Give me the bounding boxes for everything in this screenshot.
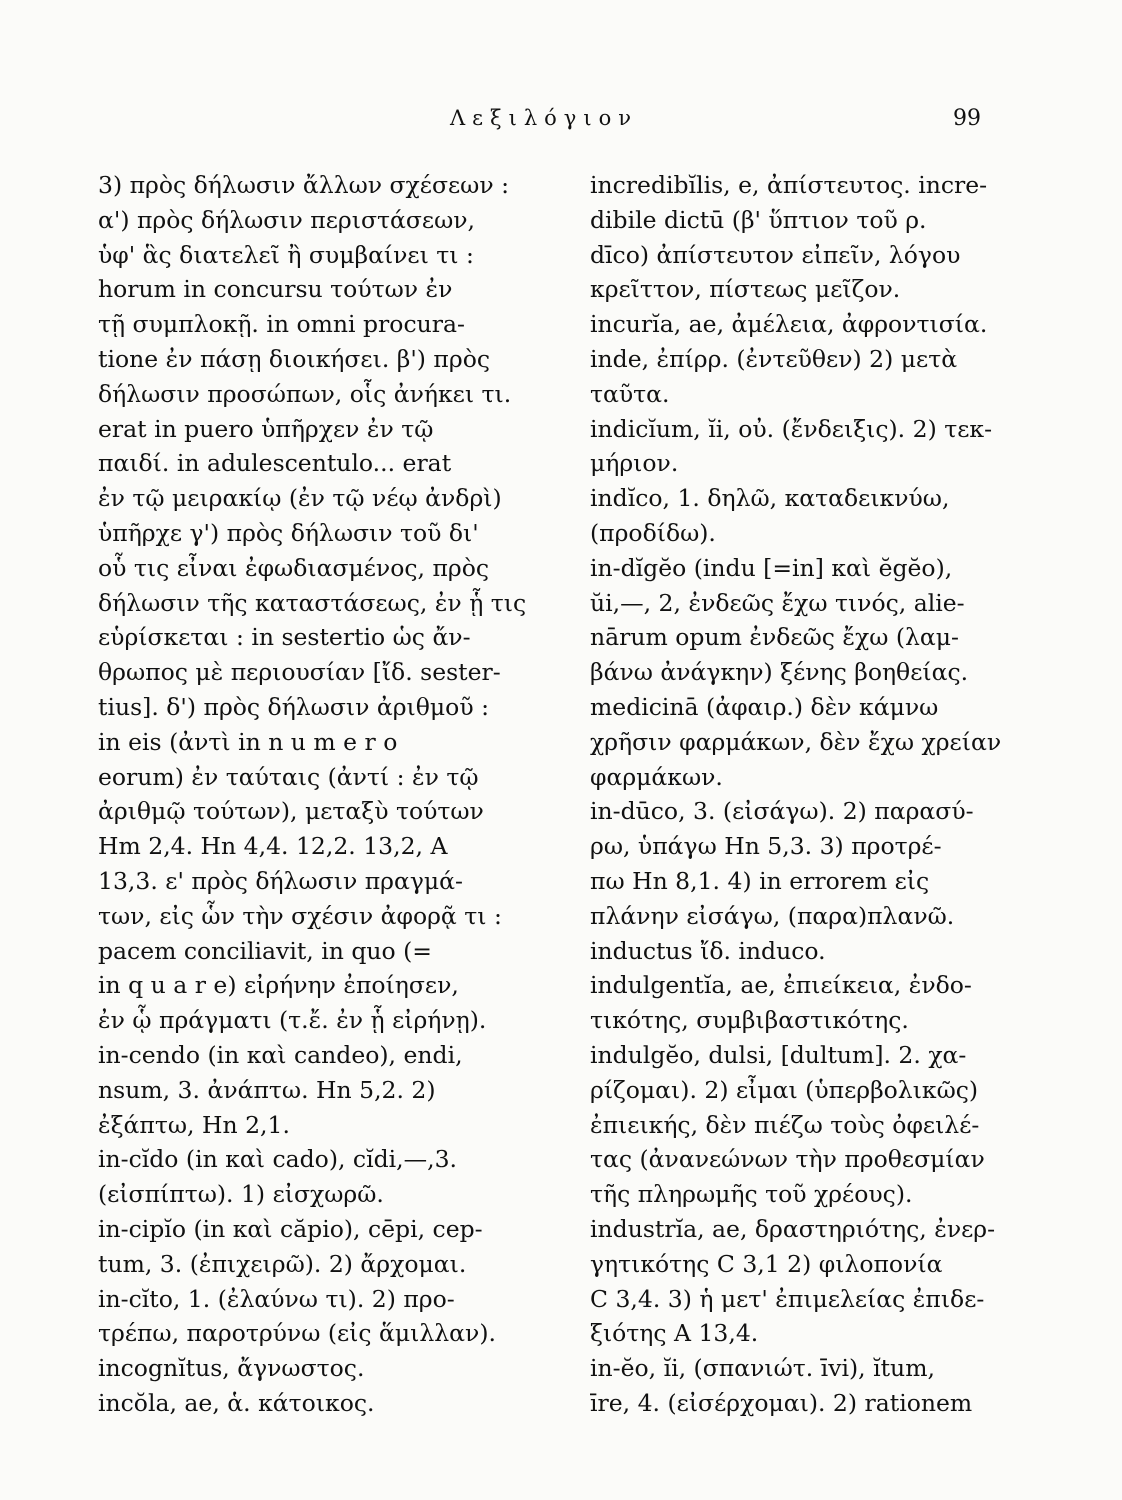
text-line: τρέπω, παροτρύνω (εἰς ἅμιλλαν).: [98, 1319, 496, 1348]
page-number: 99: [953, 106, 981, 131]
text-line: παιδί. in adulescentulo... erat: [98, 449, 452, 478]
text-line: μήριον.: [590, 449, 679, 478]
right-column: [590, 168, 1022, 1421]
text-line: (εἰσπίπτω). 1) εἰσχωρῶ.: [98, 1180, 384, 1209]
text-line: δήλωσιν τῆς καταστάσεως, ἐν ᾗ τις: [98, 588, 527, 617]
text-line: ἐν ᾧ πράγματι (τ.ἔ. ἐν ᾗ εἰρήνῃ).: [98, 1006, 487, 1035]
text-line: ὑφ' ἃς διατελεῖ ἢ συμβαίνει τι :: [98, 240, 474, 269]
text-line: ὑπῆρχε γ') πρὸς δήλωσιν τοῦ δι': [98, 518, 479, 547]
text-line: ἀριθμῷ τούτων), μεταξὺ τούτων: [98, 797, 484, 826]
text-line: indĭco, 1. δηλῶ, καταδεικνύω,: [590, 484, 950, 513]
text-line: tius]. δ') πρὸς δήλωσιν ἀριθμοῦ :: [98, 692, 489, 721]
text-line: γητικότης C 3,1 2) φιλοπονία: [590, 1249, 943, 1278]
text-line: indulgentĭa, ae, ἐπιείκεια, ἐνδο-: [590, 971, 972, 1000]
text-line: ταῦτα.: [590, 379, 670, 408]
text-line: in-ĕo, ĭi, (σπανιώτ. īvi), ĭtum,: [590, 1354, 935, 1383]
text-line: βάνω ἀνάγκην) ξένης βοηθείας.: [590, 658, 969, 687]
text-line: indulgĕo, dulsi, [dultum]. 2. χα-: [590, 1040, 967, 1069]
text-line: in eis (ἀντὶ in n u m e r o: [98, 727, 398, 756]
text-line: ρω, ὑπάγω Hn 5,3. 3) προτρέ-: [590, 832, 942, 861]
text-line: εὑρίσκεται : in sestertio ὡς ἄν-: [98, 623, 471, 652]
running-title: Λεξιλόγιον: [450, 106, 638, 130]
text-line: ξιότης A 13,4.: [590, 1319, 759, 1348]
text-line: ἐπιεικής, δὲν πιέζω τοὺς ὀφειλέ-: [590, 1110, 980, 1139]
text-line: in q u a r e) εἰρήνην ἐποίησεν,: [98, 971, 459, 1000]
text-line: erat in puero ὑπῆρχεν ἐν τῷ: [98, 414, 434, 443]
text-line: των, εἰς ὧν τὴν σχέσιν ἀφορᾷ τι :: [98, 901, 502, 930]
text-line: (προδίδω).: [590, 518, 716, 547]
text-line: inductus ἴδ. induco.: [590, 936, 826, 965]
text-line: īre, 4. (εἰσέρχομαι). 2) rationem: [590, 1388, 973, 1417]
text-line: incurĭa, ae, ἀμέλεια, ἀφροντισία.: [590, 310, 988, 339]
page-header: [0, 100, 1122, 140]
text-line: incŏla, ae, ἁ. κάτοικος.: [98, 1388, 375, 1417]
text-line: τῇ συμπλοκῇ. in omni procura-: [98, 310, 465, 339]
text-line: τας (ἀνανεώνων τὴν προθεσμίαν: [590, 1145, 985, 1174]
text-line: tum, 3. (ἐπιχειρῶ). 2) ἄρχομαι.: [98, 1249, 467, 1278]
text-line: φαρμάκων.: [590, 762, 723, 791]
text-line: dīco) ἀπίστευτον εἰπεῖν, λόγου: [590, 240, 961, 269]
text-line: indicĭum, ĭi, οὐ. (ἔνδειξις). 2) τεκ-: [590, 414, 993, 443]
text-line: in-cipĭo (in καὶ căpio), cēpi, cep-: [98, 1214, 483, 1243]
text-line: 13,3. ε' πρὸς δήλωσιν πραγμά-: [98, 866, 463, 895]
text-line: inde, ἐπίρρ. (ἐντεῦθεν) 2) μετὰ: [590, 344, 958, 373]
text-line: in-cĭdo (in καὶ cado), cĭdi,—,3.: [98, 1145, 458, 1174]
text-line: ŭi,—, 2, ἐνδεῶς ἔχω τινός, alie-: [590, 588, 965, 617]
text-line: in-dĭgĕo (indu [=in] καὶ ĕgĕo),: [590, 553, 953, 582]
text-line: δήλωσιν προσώπων, οἷς ἀνήκει τι.: [98, 379, 512, 408]
text-line: in-dūco, 3. (εἰσάγω). 2) παρασύ-: [590, 797, 974, 826]
text-line: 3) πρὸς δήλωσιν ἄλλων σχέσεων :: [98, 171, 510, 199]
text-line: τικότης, συμβιβαστικότης.: [590, 1006, 909, 1035]
text-line: incredibĭlis, e, ἀπίστευτος. incre-: [590, 171, 988, 199]
text-line: Hm 2,4. Hn 4,4. 12,2. 13,2, A: [98, 832, 448, 861]
text-line: in-cendo (in καὶ candeo), endi,: [98, 1040, 463, 1069]
text-line: eorum) ἐν ταύταις (ἀντί : ἐν τῷ: [98, 762, 479, 791]
left-column: [98, 168, 568, 1421]
text-line: ρίζομαι). 2) εἶμαι (ὑπερβολικῶς): [590, 1075, 979, 1104]
text-line: θρωπος μὲ περιουσίαν [ἴδ. sester-: [98, 658, 501, 687]
text-line: incognĭtus, ἄγνωστος.: [98, 1354, 365, 1383]
text-line: nsum, 3. ἀνάπτω. Hn 5,2. 2): [98, 1075, 436, 1104]
text-line: C 3,4. 3) ἡ μετ' ἐπιμελείας ἐπιδε-: [590, 1284, 985, 1313]
text-line: ἐν τῷ μειρακίῳ (ἐν τῷ νέῳ ἀνδρὶ): [98, 484, 502, 513]
text-line: in-cĭto, 1. (ἐλαύνω τι). 2) προ-: [98, 1284, 455, 1313]
text-line: horum in concursu τούτων ἐν: [98, 275, 453, 304]
text-line: χρῆσιν φαρμάκων, δὲν ἔχω χρείαν: [590, 727, 1002, 756]
text-line: pacem conciliavit, in quo (=: [98, 936, 432, 965]
text-line: dibile dictū (β' ὕπτιον τοῦ ρ.: [590, 205, 927, 234]
text-line: tione ἐν πάσῃ διοικήσει. β') πρὸς: [98, 344, 491, 373]
text-line: ἐξάπτω, Hn 2,1.: [98, 1110, 290, 1139]
text-line: πλάνην εἰσάγω, (παρα)πλανῶ.: [590, 901, 955, 930]
text-line: nārum opum ἐνδεῶς ἔχω (λαμ-: [590, 623, 959, 652]
text-line: medicinā (ἀφαιρ.) δὲν κάμνω: [590, 692, 939, 721]
text-line: οὗ τις εἶναι ἐφωδιασμένος, πρὸς: [98, 553, 490, 582]
text-line: κρεῖττον, πίστεως μεῖζον.: [590, 275, 901, 304]
text-line: πω Hn 8,1. 4) in errorem εἰς: [590, 866, 930, 895]
text-line: α') πρὸς δήλωσιν περιστάσεων,: [98, 205, 475, 234]
text-line: τῆς πληρωμῆς τοῦ χρέους).: [590, 1180, 913, 1209]
text-line: industrĭa, ae, δραστηριότης, ἐνερ-: [590, 1214, 996, 1243]
